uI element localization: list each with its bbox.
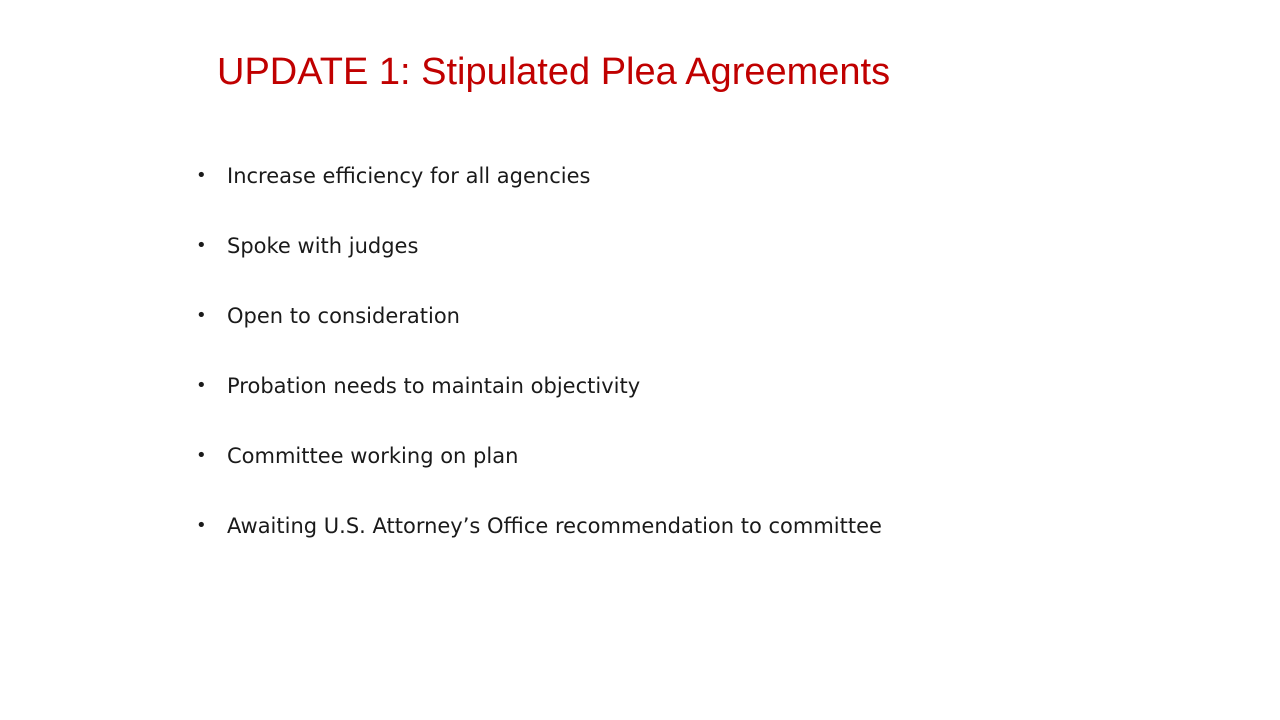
bullet-list [196, 158, 882, 578]
bullet-dot-icon: • [196, 305, 207, 326]
bullet-text: Committee working on plan [227, 443, 519, 468]
bullet-text: Increase efficiency for all agencies [227, 163, 591, 188]
bullet-dot-icon: • [196, 515, 207, 536]
bullet-dot-icon: • [196, 165, 207, 186]
bullet-text: Spoke with judges [227, 233, 419, 258]
bullet-item [196, 438, 882, 473]
bullet-dot-icon: • [196, 445, 207, 466]
bullet-item [196, 368, 882, 403]
bullet-dot-icon: • [196, 235, 207, 256]
bullet-text: Probation needs to maintain objectivity [227, 373, 641, 398]
bullet-dot-icon: • [196, 375, 207, 396]
bullet-item [196, 508, 882, 543]
bullet-item [196, 228, 882, 263]
bullet-text: Awaiting U.S. Attorney’s Office recommendation to committee [227, 513, 882, 538]
bullet-item [196, 298, 882, 333]
bullet-item [196, 158, 882, 193]
slide-title: UPDATE 1: Stipulated Plea Agreements [217, 51, 891, 93]
bullet-text: Open to consideration [227, 303, 460, 328]
